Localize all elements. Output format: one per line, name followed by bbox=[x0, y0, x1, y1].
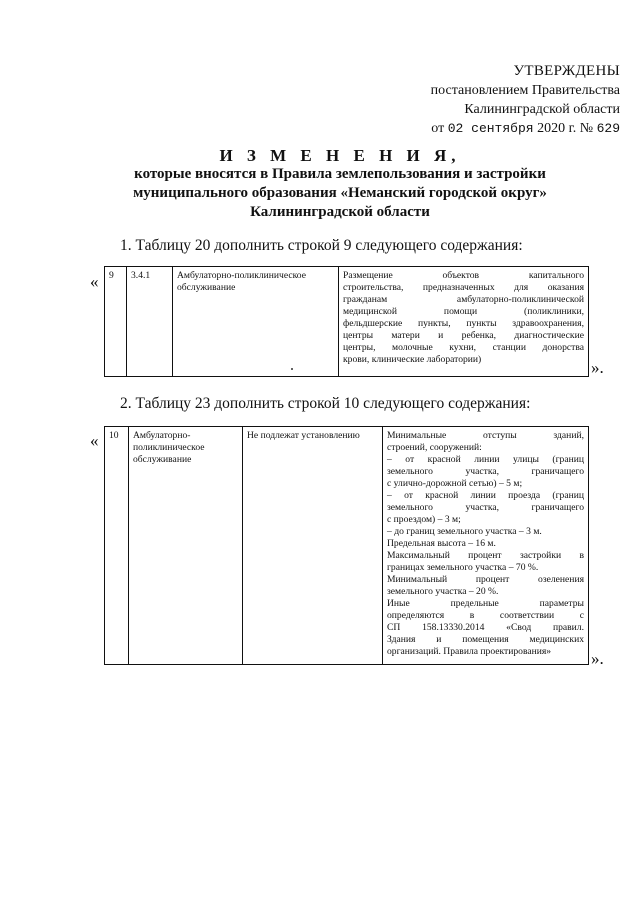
table-row bbox=[105, 427, 589, 665]
param-line: определяются в соответствии с bbox=[387, 610, 584, 621]
desc-line: строительства, предназначенных для оказания bbox=[343, 282, 584, 293]
section-1-close-quote: ». bbox=[591, 358, 604, 377]
desc-line: центры матери и ребенка, диагностические bbox=[343, 330, 584, 341]
document-title bbox=[90, 146, 590, 222]
name-cell: Амбулаторно-поликлиническое обслуживание bbox=[129, 427, 243, 665]
description-cell bbox=[339, 267, 589, 377]
param-line: земельного участка – 20 %. bbox=[387, 586, 499, 597]
section-2-close-quote: ». bbox=[591, 649, 604, 668]
section-1-text: 1. Таблицу 20 дополнить строкой 9 следующего содержания: bbox=[120, 237, 523, 254]
param-line: Предельная высота – 16 м. bbox=[387, 538, 496, 549]
approval-date-year: 2020 г. № bbox=[537, 121, 594, 136]
param-line: Иные предельные параметры bbox=[387, 598, 584, 609]
title-heading: И З М Е Н Е Н И Я, bbox=[219, 146, 461, 165]
param-line: – до границ земельного участка – 3 м. bbox=[387, 526, 542, 537]
parameters-cell bbox=[383, 427, 589, 665]
param-line: с улично-дорожной сетью) – 5 м; bbox=[387, 478, 523, 489]
approval-date-line bbox=[330, 119, 620, 138]
approval-number: 629 bbox=[596, 121, 620, 136]
approval-line-2: Калининградской области bbox=[464, 102, 620, 117]
desc-line: медицинской помощи (поликлиники, bbox=[343, 306, 584, 317]
param-line: – от красной линии улицы (границ bbox=[387, 454, 584, 465]
table-23-row bbox=[104, 426, 589, 665]
param-line: Минимальные отступы зданий, bbox=[387, 430, 584, 441]
section-1-open-quote: « bbox=[90, 272, 99, 291]
table-row bbox=[105, 267, 589, 377]
section-2-text: 2. Таблицу 23 дополнить строкой 10 следующего содержания: bbox=[120, 395, 531, 412]
desc-line: Размещение объектов капитального bbox=[343, 270, 584, 281]
table-20-row bbox=[104, 266, 589, 377]
param-line: земельного участка, граничащего bbox=[387, 502, 584, 513]
desc-line: фельдшерские пункты, пункты здравоохранения, bbox=[343, 318, 584, 329]
param-line: – от красной линии проезда (границ bbox=[387, 490, 584, 501]
desc-line: крови, клинические лаборатории) bbox=[343, 354, 482, 365]
param-line: Минимальный процент озеленения bbox=[387, 574, 584, 585]
param-line: земельного участка, граничащего bbox=[387, 466, 584, 477]
param-line: СП 158.13330.2014 «Свод правил. bbox=[387, 622, 584, 633]
param-line: Максимальный процент застройки в bbox=[387, 550, 584, 561]
approval-heading: УТВЕРЖДЕНЫ bbox=[513, 63, 620, 79]
param-line: границах земельного участка – 70 %. bbox=[387, 562, 539, 573]
scan-dot bbox=[291, 368, 293, 370]
param-line: Здания и помещения медицинских bbox=[387, 634, 584, 645]
name-cell: Амбулаторно-поликлиническое обслуживание bbox=[173, 267, 339, 377]
approval-date-prefix: от bbox=[431, 121, 445, 136]
approval-line-1: постановлением Правительства bbox=[430, 83, 620, 98]
limit-cell: Не подлежат установлению bbox=[243, 427, 383, 665]
title-line-2: муниципального образования «Неманский городской округ» bbox=[133, 185, 547, 201]
row-number-cell: 9 bbox=[105, 267, 127, 377]
desc-line: гражданам амбулаторно-поликлинической bbox=[343, 294, 584, 305]
param-line: с проездом) – 3 м; bbox=[387, 514, 461, 525]
desc-line: центры, молочные кухни, станции донорства bbox=[343, 342, 584, 353]
row-number-cell: 10 bbox=[105, 427, 129, 665]
param-line: организаций. Правила проектирования» bbox=[387, 646, 552, 657]
title-line-3: Калининградской области bbox=[250, 204, 430, 220]
approval-date: 02 сентября bbox=[447, 121, 534, 136]
param-line: строений, сооружений: bbox=[387, 442, 482, 453]
code-cell: 3.4.1 bbox=[127, 267, 173, 377]
approval-block bbox=[330, 62, 620, 138]
title-line-1: которые вносятся в Правила землепользования и застройки bbox=[134, 166, 546, 182]
section-2-open-quote: « bbox=[90, 431, 99, 450]
